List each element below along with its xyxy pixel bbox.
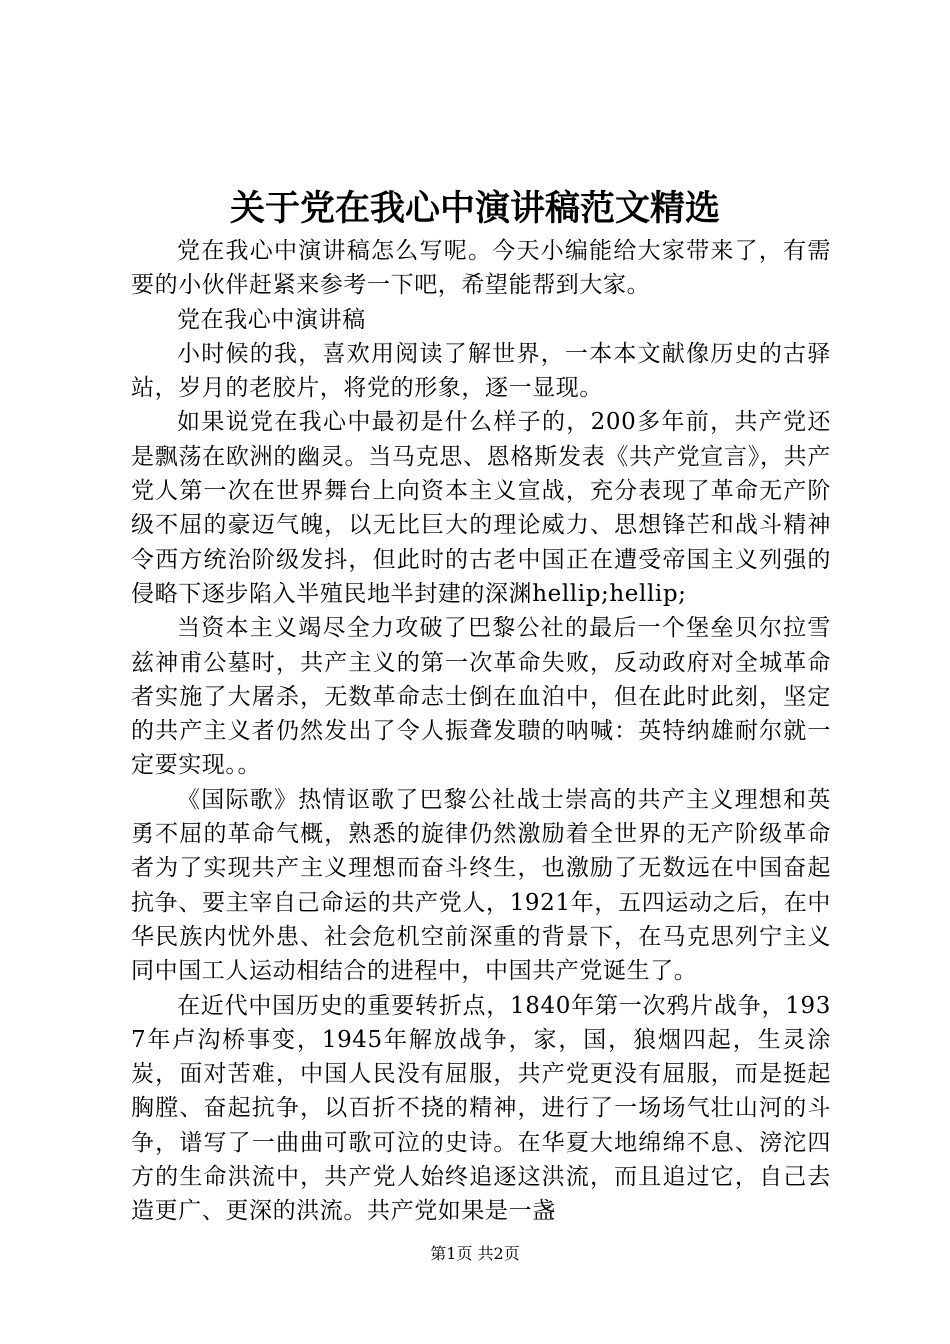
document-body [131,234,831,1229]
intro-paragraph: 党在我心中演讲稿怎么写呢。今天小编能给大家带来了，有需要的小伙伴赶紧来参考一下吧，希望能帮到大家。 [131,238,831,299]
body-paragraph: 《国际歌》热情讴歌了巴黎公社战士崇高的共产主义理想和英勇不屈的革命气概，熟悉的旋律仍然激励着全世界的无产阶级革命者为了实现共产主义理想而奋斗终生，也激励了无数远在中国奋起抗争、要主宰自己命运的共产党人，1921年，五四运动之后，在中华民族内忧外患、社会危机空前深重的背景下，在马克思列宁主义同中国工人运动相结合的进程中，中国共产党诞生了。 [131,786,831,985]
page-footer [0,1243,950,1265]
page-number: 第1页 [430,1244,473,1263]
section-heading: 党在我心中演讲稿 [177,306,366,333]
page-total: 共2页 [477,1244,520,1263]
body-paragraph: 当资本主义竭尽全力攻破了巴黎公社的最后一个堡垒贝尔拉雪兹神甫公墓时，共产主义的第一次革命失败，反动政府对全城革命者实施了大屠杀，无数革命志士倒在血泊中，但在此时此刻，坚定的共产主义者仍然发出了令人振聋发聩的呐喊：英特纳雄耐尔就一定要实现。。 [131,615,831,779]
body-paragraph: 如果说党在我心中最初是什么样子的，200多年前，共产党还是飘荡在欧洲的幽灵。当马克思、恩格斯发表《共产党宣言》，共产党人第一次在世界舞台上向资本主义宣战，充分表现了革命无产阶级不屈的豪迈气魄，以无比巨大的理论威力、思想锋芒和战斗精神令西方统治阶级发抖，但此时的古老中国正在遭受帝国主义列强的侵略下逐步陷入半殖民地半封建的深渊hellip;hellip; [131,409,831,607]
body-paragraph: 小时候的我，喜欢用阅读了解世界，一本本文献像历史的古驿站，岁月的老胶片，将党的形象，逐一显现。 [131,340,831,402]
body-paragraph: 在近代中国历史的重要转折点，1840年第一次鸦片战争，1937年卢沟桥事变，1945年解放战争，家，国，狼烟四起，生灵涂炭，面对苦难，中国人民没有屈服，共产党更没有屈服，而是挺起胸膛、奋起抗争，以百折不挠的精神，进行了一场场气壮山河的斗争，谱写了一曲曲可歌可泣的史诗。在华夏大地绵绵不息、滂沱四方的生命洪流中，共产党人始终追逐这洪流，而且追过它，自己去造更广、更深的洪流。共产党如果是一盏 [131,992,831,1225]
document-title: 关于党在我心中演讲稿范文精选 [229,188,720,229]
